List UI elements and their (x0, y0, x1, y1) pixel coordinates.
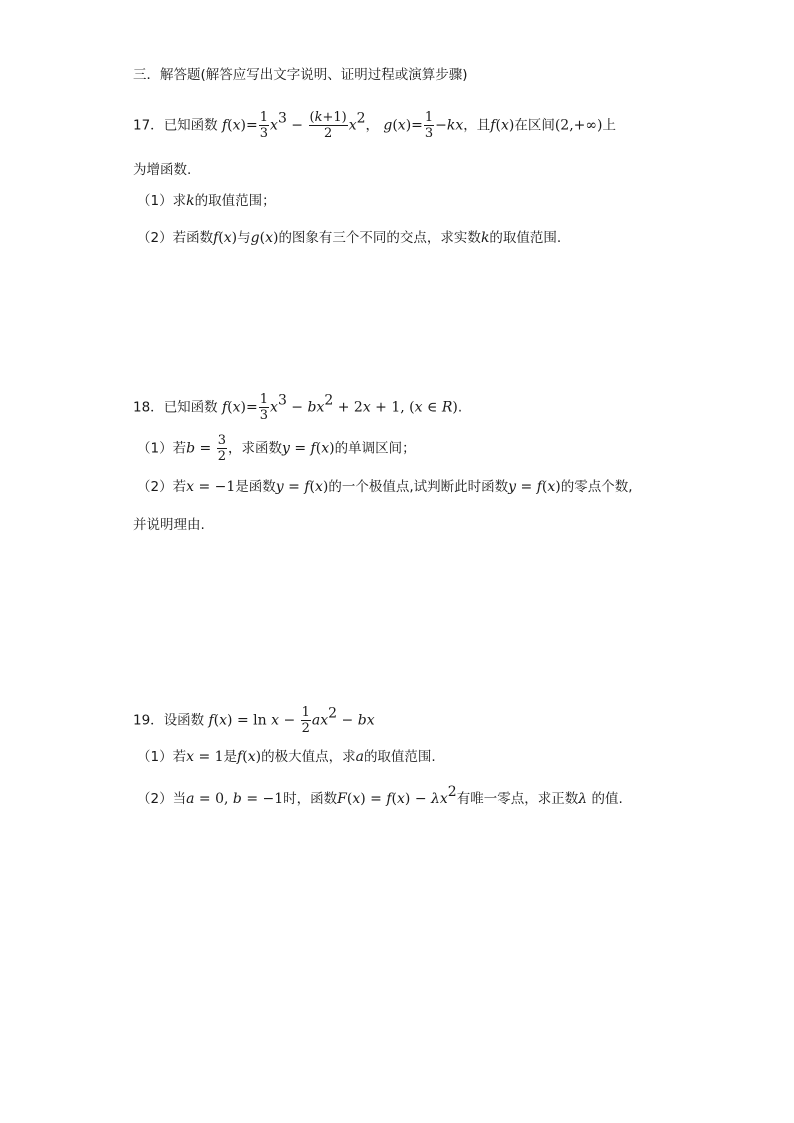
fraction: $\frac{(k+1)}{2}$ (309, 110, 347, 141)
q18-lead: 已知函数 (163, 399, 218, 416)
q19-part2-text: 的值. (591, 791, 623, 807)
section-heading (133, 65, 468, 85)
q17-sep: ， (365, 117, 380, 134)
q17-formula-f: f (221, 117, 228, 134)
q19-part2: （2）当a = 0, b = −1时，函数$F(x) = f(x) - \lambda x^2$有唯一零点，求正数λ 的值. (137, 784, 623, 807)
q19-part1: （1）若x = 1是f(x)的极大值点，求a的取值范围. (137, 749, 436, 765)
q17-part2-text: 的图象有三个不同的交点，求实数 (278, 230, 481, 246)
q17-part2-text: 的取值范围. (489, 230, 562, 246)
q17-part1: （1）求k的取值范围； (137, 193, 276, 209)
q18-end: . (457, 399, 463, 416)
fraction: $\frac{1}{3}$ (259, 392, 269, 423)
q17-part2-text: 与 (237, 230, 251, 246)
q17-part1-label: （1） (137, 193, 173, 209)
fraction: $\frac{1}{3}$ (259, 110, 269, 141)
q19-part2-text: 当 (172, 791, 187, 807)
q17-formula-g: g (383, 117, 393, 134)
q19-part1-text: 若 (172, 749, 187, 765)
section-title: 三．解答题(解答应写出文字说明、证明过程或演算步骤) (133, 67, 468, 83)
q17-part1-text: 求 (172, 193, 187, 209)
q18-part1-text: ，求函数 (227, 440, 282, 457)
fraction: $\frac{3}{2}$ (217, 433, 226, 464)
fraction: $\frac{1}{3}$ (424, 110, 434, 141)
q19-part1-text: 的极大值点，求 (261, 749, 356, 765)
q18-part1-text: 若 (172, 440, 187, 457)
q18-part2-text: 的一个极值点,试判断此时函数 (328, 479, 509, 495)
q19-statement: 19．设函数 f(x) = ln x − $\frac{1}{2}$ $ax^2$ − bx (133, 705, 375, 736)
q19-part1-text: 的取值范围. (363, 749, 436, 765)
q19-part1-text: 是 (223, 749, 238, 765)
q18-part1: （1）若b = $\frac{3}{2}$ ，求函数y = f(x)的单调区间； (137, 433, 416, 464)
q17-interval-text: 在区间 (514, 117, 555, 134)
fraction: $\frac{1}{2}$ (301, 705, 310, 736)
q18-statement: 18．已知函数 f(x)= $\frac{1}{3}$ $x^3 - bx^2 + 2x + 1$, (x ∈ R). (133, 392, 463, 423)
q17-lead: 已知函数 (163, 117, 218, 134)
q18-part2-text: 的零点个数, (560, 479, 633, 495)
q19-part2-label: （2） (137, 791, 173, 807)
q19-number: 19． (133, 712, 164, 729)
q17-statement-line2 (133, 160, 191, 180)
q18-part1-text: 的单调区间； (334, 440, 416, 457)
q18-part1-label: （1） (137, 440, 173, 457)
q19-part1-label: （1） (137, 749, 173, 765)
q17-part1-text: 的取值范围； (194, 193, 276, 209)
q19-part2-text: 时，函数 (283, 791, 338, 807)
q17-and: ，且 (463, 117, 491, 134)
q18-line-last: 并说明理由. (133, 517, 205, 533)
q18-part2: （2）若x = −1是函数y = f(x)的一个极值点,试判断此时函数y = f(x)的零点个数, (137, 479, 633, 495)
q19-lead: 设函数 (163, 712, 205, 729)
q17-line2: 为增函数. (133, 162, 192, 178)
q17-up: 上 (602, 117, 617, 134)
q18-part2-label: （2） (137, 479, 173, 495)
q17-part2-label: （2） (137, 230, 173, 246)
q17-part2-text: 若函数 (172, 230, 214, 246)
q17-statement: 17．已知函数 f(x)= $\frac{1}{3}$ $x^3$ − $\frac{(k+1)}{2}$ $x^2$， g(x)= $\frac{1}{3}$ −kx，且f(x)在区间(2,+∞)上 (133, 110, 617, 141)
q18-number: 18． (133, 399, 164, 416)
q19-part2-text: 有唯一零点，求正数 (456, 791, 579, 807)
q18-statement-last (133, 515, 205, 535)
q17-number: 17． (133, 117, 164, 134)
q18-part2-text: 若 (172, 479, 187, 495)
q17-part2: （2）若函数f(x)与g(x)的图象有三个不同的交点，求实数k的取值范围. (137, 230, 562, 246)
q18-part2-text: 是函数 (235, 479, 276, 495)
